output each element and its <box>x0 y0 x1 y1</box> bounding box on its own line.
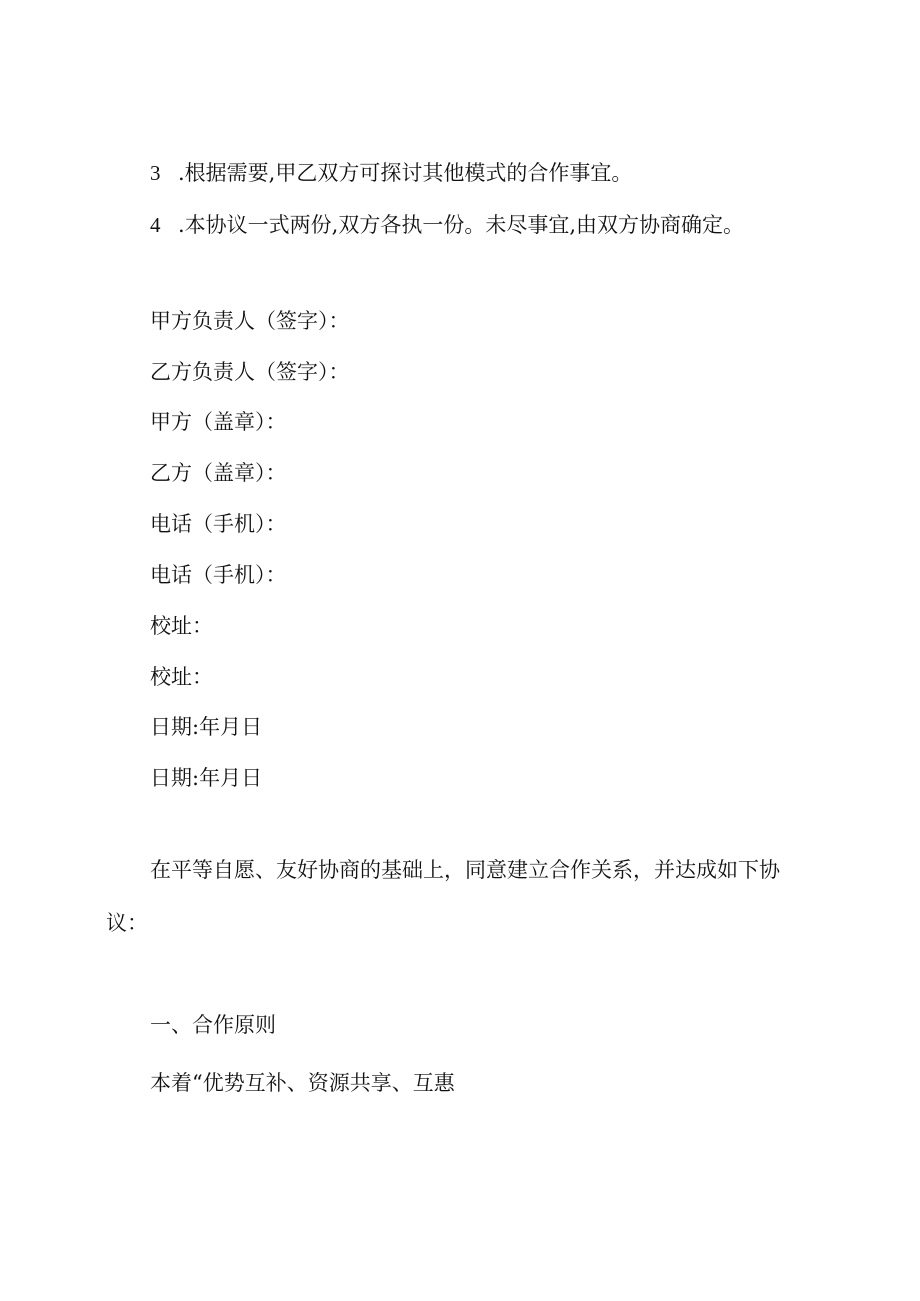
party-a-phone: 电话（手机）： <box>150 512 287 536</box>
party-a-date: 日期:年月日 <box>150 715 263 739</box>
section-heading: 一、合作原则 <box>150 1013 276 1037</box>
clause-number: 4 <box>150 213 161 237</box>
clause-number: 3 <box>150 161 161 185</box>
clause-text: .根据需要,甲乙双方可探讨其他模式的合作事宜。 <box>178 161 633 185</box>
party-b-address: 校址： <box>150 665 213 689</box>
clause-4 <box>150 215 744 236</box>
intro-paragraph-line-2: 议： <box>106 911 148 935</box>
intro-paragraph-line-1: 在平等自愿、友好协商的基础上，同意建立合作关系，并达成如下协 <box>150 858 780 882</box>
party-b-seal: 乙方（盖章）： <box>150 461 287 485</box>
party-b-rep-signature: 乙方负责人（签字）： <box>150 360 350 384</box>
party-a-rep-signature: 甲方负责人（签字）： <box>150 309 350 333</box>
party-b-phone: 电话（手机）： <box>150 563 287 587</box>
section-text: 本着“优势互补、资源共享、互惠 <box>150 1071 455 1095</box>
clause-text: .本协议一式两份,双方各执一份。未尽事宜,由双方协商确定。 <box>178 213 745 237</box>
party-a-address: 校址： <box>150 614 213 638</box>
clause-3 <box>150 163 632 184</box>
party-b-date: 日期:年月日 <box>150 766 263 790</box>
party-a-seal: 甲方（盖章）： <box>150 410 287 434</box>
